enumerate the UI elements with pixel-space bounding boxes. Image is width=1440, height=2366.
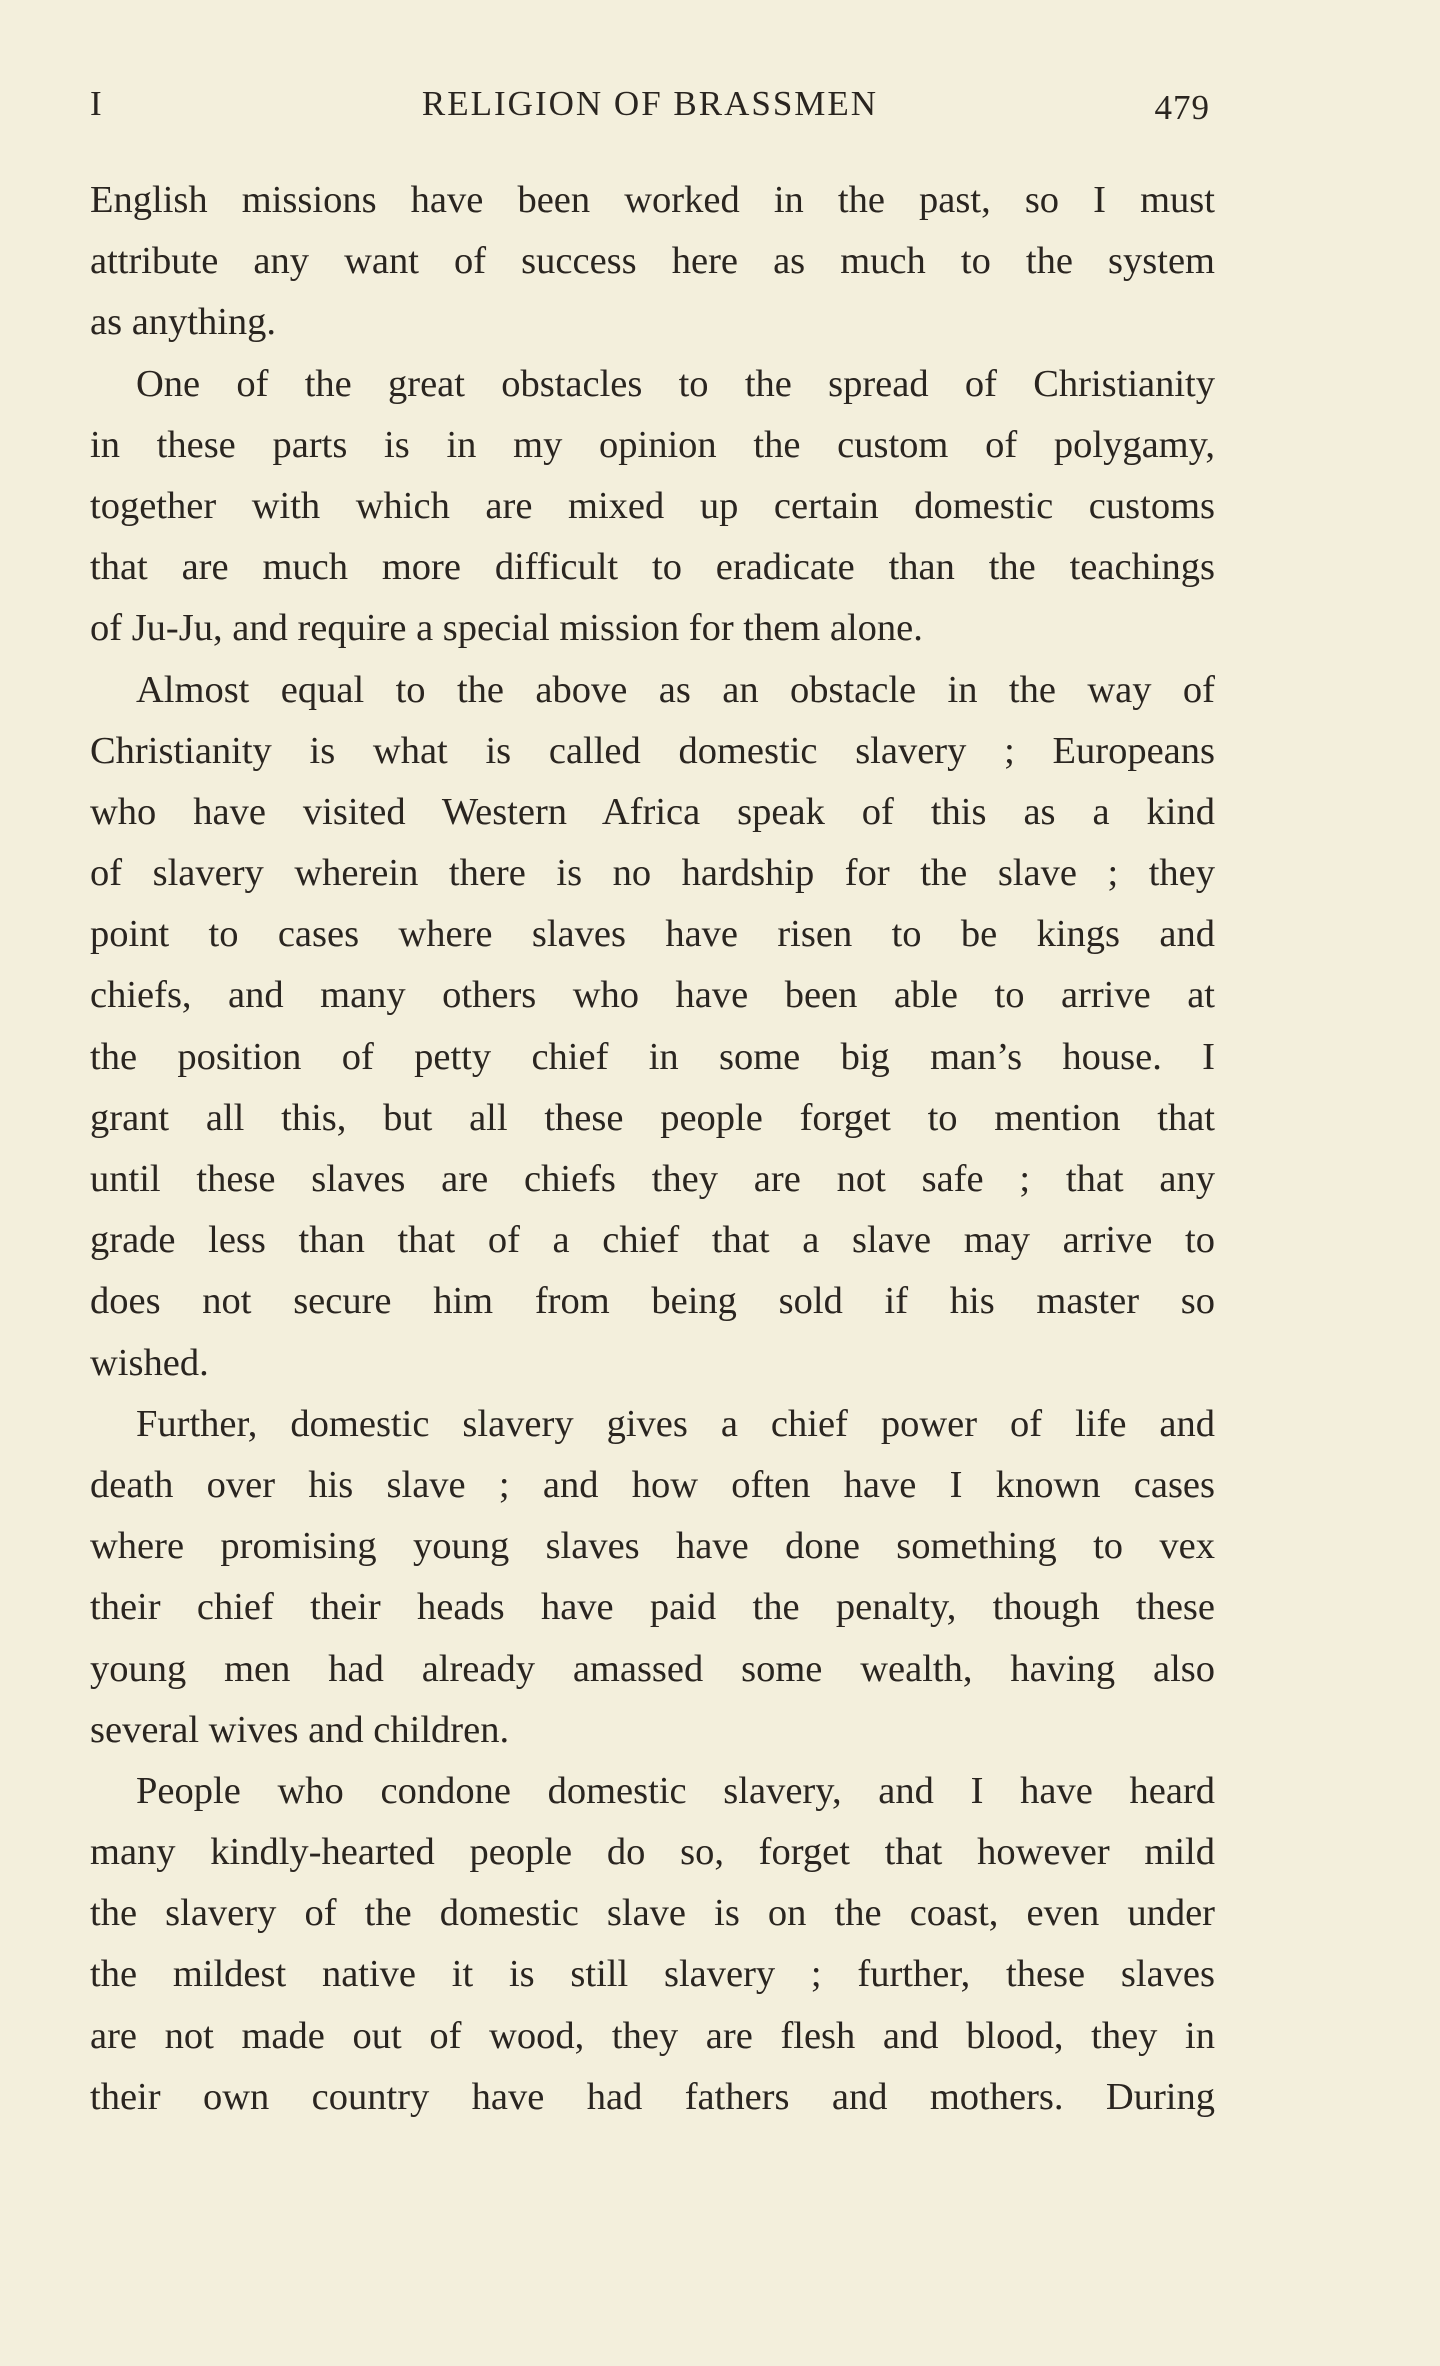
text-line: their own country have had fathers and mothers. During: [90, 2075, 1215, 2118]
paragraph-first-line: One of the great obstacles to the spread of Christianity: [136, 362, 1215, 405]
text-line: their chief their heads have paid the penalty, though these: [90, 1586, 1215, 1629]
running-title: RELIGION OF BRASSMEN: [421, 84, 879, 123]
text-line: of Ju-Ju, and require a special mission for them alone.: [90, 607, 923, 650]
text-line: in these parts is in my opinion the custom of polygamy,: [90, 423, 1215, 466]
text-line: that are much more difficult to eradicate than the teachings: [90, 546, 1215, 589]
text-line: wished.: [90, 1341, 209, 1384]
text-line: does not secure him from being sold if his master so: [90, 1280, 1215, 1323]
text-line: until these slaves are chiefs they are not safe ; that any: [90, 1158, 1215, 1200]
text-line: chiefs, and many others who have been able to arrive at: [90, 974, 1215, 1017]
text-line: many kindly-hearted people do so, forget that however mild: [90, 1831, 1215, 1874]
text-line: attribute any want of success here as much to the system: [90, 240, 1215, 283]
paragraph-first-line: People who condone domestic slavery, and I have heard: [136, 1769, 1215, 1812]
text-line: as anything.: [90, 301, 277, 344]
text-line: death over his slave ; and how often have I known cases: [90, 1463, 1215, 1506]
text-line: grade less than that of a chief that a slave may arrive to: [90, 1219, 1215, 1262]
running-head: [90, 84, 1210, 140]
text-line: are not made out of wood, they are flesh and blood, they in: [90, 2014, 1215, 2057]
paragraph-first-line: Further, domestic slavery gives a chief power of life and: [136, 1402, 1215, 1445]
text-line: the mildest native it is still slavery ; further, these slaves: [90, 1953, 1215, 1996]
text-line: English missions have been worked in the past, so I must: [90, 179, 1215, 221]
text-line: grant all this, but all these people forget to mention that: [90, 1096, 1215, 1139]
paragraph-first-line: Almost equal to the above as an obstacle in the way of: [136, 668, 1215, 711]
text-line: who have visited Western Africa speak of this as a kind: [90, 790, 1215, 833]
text-line: several wives and children.: [90, 1708, 510, 1751]
text-line: the slavery of the domestic slave is on the coast, even under: [90, 1892, 1215, 1935]
body-text: [90, 170, 1215, 2128]
page-number: 479: [1154, 88, 1210, 127]
text-line: point to cases where slaves have risen to be kings and: [90, 913, 1215, 956]
text-line: where promising young slaves have done something to vex: [90, 1525, 1215, 1568]
text-line: the position of petty chief in some big man’s house. I: [90, 1035, 1215, 1078]
text-line: young men had already amassed some wealth, having also: [90, 1647, 1215, 1690]
chapter-marker: I: [90, 84, 104, 123]
text-line: of slavery wherein there is no hardship for the slave ; they: [90, 852, 1215, 895]
text-line: together with which are mixed up certain domestic customs: [90, 484, 1215, 527]
text-line: Christianity is what is called domestic slavery ; Europeans: [90, 729, 1215, 772]
